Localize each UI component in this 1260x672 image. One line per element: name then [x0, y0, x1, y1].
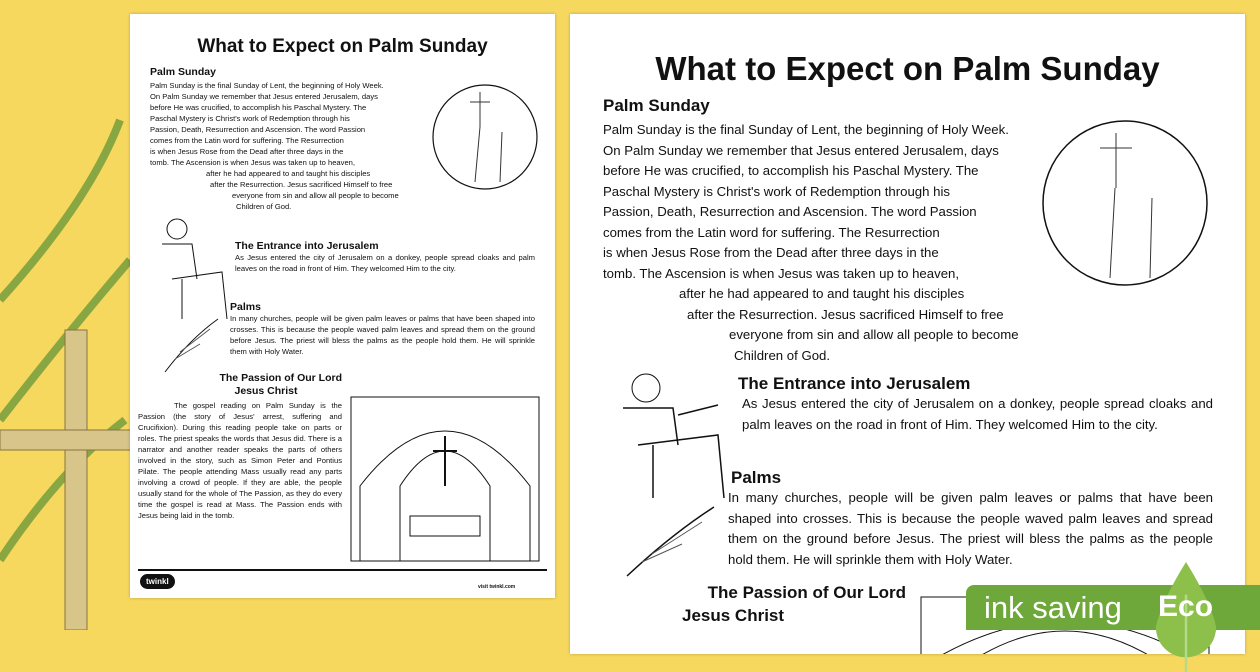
worksheet-preview-large	[570, 14, 1245, 654]
ink-saving-label: ink saving	[984, 590, 1122, 625]
section-heading: Palm Sunday	[150, 66, 216, 78]
palm-leaf-background	[0, 0, 140, 630]
section-heading: The Passion of Our Lord	[219, 372, 342, 384]
section-heading: Palm Sunday	[603, 96, 710, 115]
section-heading: Jesus Christ	[234, 385, 298, 397]
worksheet-title: What to Expect on Palm Sunday	[197, 36, 488, 57]
section-heading: Palms	[230, 301, 261, 313]
section-text: In many churches, people will be given palm leaves or palms that have been shaped into crosses. This is because the people waved palm leaves and spread them on the ground before Jesus. The priest will bless the palms as the people hold them. He will sprinkle them with Holy Water.	[728, 490, 1213, 567]
worksheet-title: What to Expect on Palm Sunday	[655, 50, 1160, 87]
jesus-on-donkey-illustration	[608, 370, 733, 500]
footer-url[interactable]: visit twinkl.com	[478, 584, 516, 590]
section-heading: Jesus Christ	[682, 606, 785, 625]
twinkl-logo: twinkl	[140, 574, 175, 589]
palm-sunday-text: Palm Sunday is the final Sunday of Lent, the beginning of Holy Week. On Palm Sunday we remember that Jesus entered Jerusalem, days before He was crucified, to accomplish his Paschal Mystery. The Paschal Mystery is Christ's work of Redemption through his Passion, Death, Resurrection and Ascension. The word Passion comes from the Latin word for suffering. The Resurrection is when Jesus Rose from the Dead after three days in the tomb. The Ascension is when Jesus was taken up to heaven, after he had appeared to and taught his disciples after the Resurrection. Jesus sacrificed Himself to free everyone from sin and allow all people to become Children of God.	[603, 122, 1019, 363]
section-text: In many churches, people will be given palm leaves or palms that have been shaped into crosses. This is because the people waved palm leaves and spread them on the ground before Jesus. The priest will bless the palms as the people hold them. He will sprinkle them with Holy Water.	[230, 314, 535, 356]
section-heading: The Entrance into Jerusalem	[235, 240, 379, 252]
worksheet-preview-small	[130, 14, 555, 598]
jesus-on-donkey-illustration	[152, 214, 232, 324]
section-heading: The Entrance into Jerusalem	[738, 374, 971, 393]
palm-sunday-text: Palm Sunday is the final Sunday of Lent, the beginning of Holy Week. On Palm Sunday we remember that Jesus entered Jerusalem, days before He was crucified, to accomplish his Paschal Mystery. The Paschal Mystery is Christ's work of Redemption through his Passion, Death, Resurrection and Ascension. The word Passion comes from the Latin word for suffering. The Resurrection is when Jesus Rose from the Dead after three days in the tomb. The Ascension is when Jesus was taken up to heaven, after he had appeared to and taught his disciples after the Resurrection. Jesus sacrificed Himself to free everyone from sin and allow all people to become Children of God.	[150, 81, 399, 211]
palm-leaf-illustration	[622, 504, 717, 579]
section-heading: Palms	[731, 468, 782, 487]
eco-label: Eco	[1158, 590, 1214, 623]
section-heading: The Passion of Our Lord	[707, 583, 906, 602]
palm-leaf-illustration	[160, 314, 220, 374]
section-text: As Jesus entered the city of Jerusalem on a donkey, people spread cloaks and palm leaves on the road in front of Him. They welcomed Him to the city.	[235, 253, 535, 273]
palm-procession-illustration	[1040, 118, 1210, 288]
church-altar-illustration	[350, 396, 540, 562]
section-text: As Jesus entered the city of Jerusalem on a donkey, people spread cloaks and palm leaves on the road in front of Him. They welcomed Him to the city.	[742, 396, 1213, 432]
palm-procession-illustration	[430, 82, 540, 192]
footer-divider	[138, 569, 547, 571]
section-text: The gospel reading on Palm Sunday is the Passion (the story of Jesus' arrest, suffering and Crucifixion). During this reading people take on parts or roles. The priest speaks the words that Jesus did. There is a narrator and another reader speaks the parts of others involved in the story, such as Simon Peter and Pontius Pilate. The people attending Mass usually read any parts involving a crowd of people. If they are able, the people usually stand for the whole of The Passion, as they do every time the gospel is read at Mass. The Passion ends with Jesus being laid in the tomb.	[138, 401, 342, 520]
